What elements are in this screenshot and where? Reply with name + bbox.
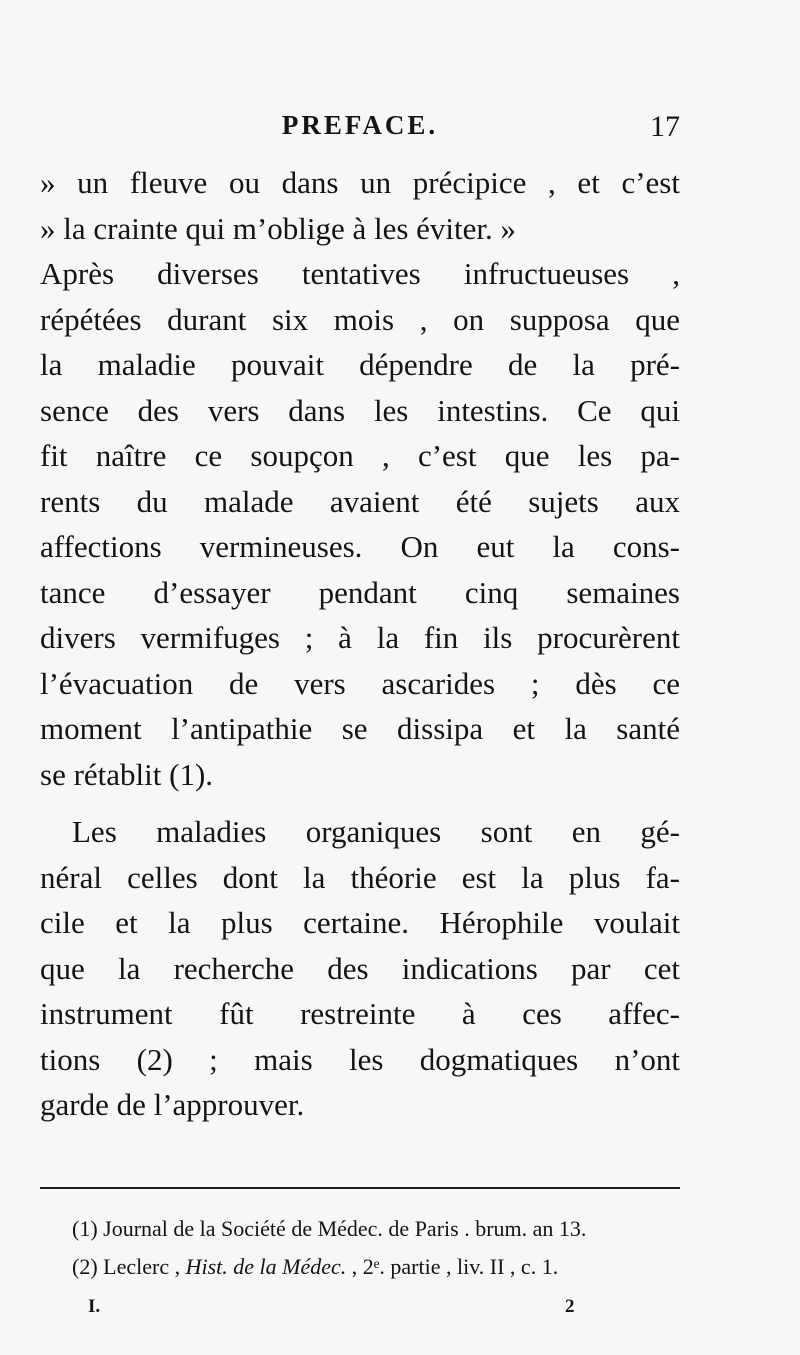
page-number: 17 [650,110,680,143]
footnote-1: (1) Journal de la Société de Médec. de Paris . brum. an 13. [72,1216,587,1241]
text-line: garde de l’approuver. [40,1087,305,1122]
text-line: tance d’essayer pendant cinq semaines [40,574,680,610]
text-line: l’évacuation de vers ascarides ; dès ce [40,665,680,701]
text-line: Les maladies organiques sont en gé- [72,814,680,849]
text-line: se rétablit (1). [40,756,214,792]
footnote-2-prefix: (2) Leclerc , [72,1254,186,1279]
footnote-rule [40,1187,680,1189]
running-title: PREFACE. [281,110,439,140]
footnote-2-suffix: , 2ᵉ. partie , liv. II , c. 1. [346,1254,559,1279]
text-line: » un fleuve ou dans un précipice , et c’est [40,165,680,200]
text-line: instrument fût restreinte à ces affec- [40,996,680,1031]
text-line: cile et la plus certaine. Hérophile voulait [40,905,680,940]
text-line: sence des vers dans les intestins. Ce qui [40,392,680,428]
text-line: tions (2) ; mais les dogmatiques n’ont [40,1041,680,1077]
text-line: que la recherche des indications par cet [40,950,680,986]
signature-mark-right: 2 [565,1296,575,1317]
text-line: répétées durant six mois , on supposa que [40,301,680,337]
text-line: néral celles dont la théorie est la plus fa- [40,859,680,895]
text-line: affections vermineuses. On eut la cons- [40,529,680,564]
text-line: moment l’antipathie se dissipa et la santé [40,711,680,746]
text-line: rents du malade avaient été sujets aux [40,483,680,519]
text-line: » la crainte qui m’oblige à les éviter. » [40,210,517,246]
footnotes [72,1210,682,1286]
body-text [40,160,680,1128]
text-line: Après diverses tentatives infructueuses , [40,256,680,291]
text-line: divers vermifuges ; à la fin ils procurèrent [40,620,680,655]
text-line: la maladie pouvait dépendre de la pré- [40,347,680,382]
footnote-2 [72,1248,682,1286]
signature-mark-left: I. [88,1296,101,1317]
footnote-2-title: Hist. de la Médec. [185,1254,347,1279]
page-header [40,110,680,154]
text-line: fit naître ce soupçon , c’est que les pa- [40,438,680,473]
